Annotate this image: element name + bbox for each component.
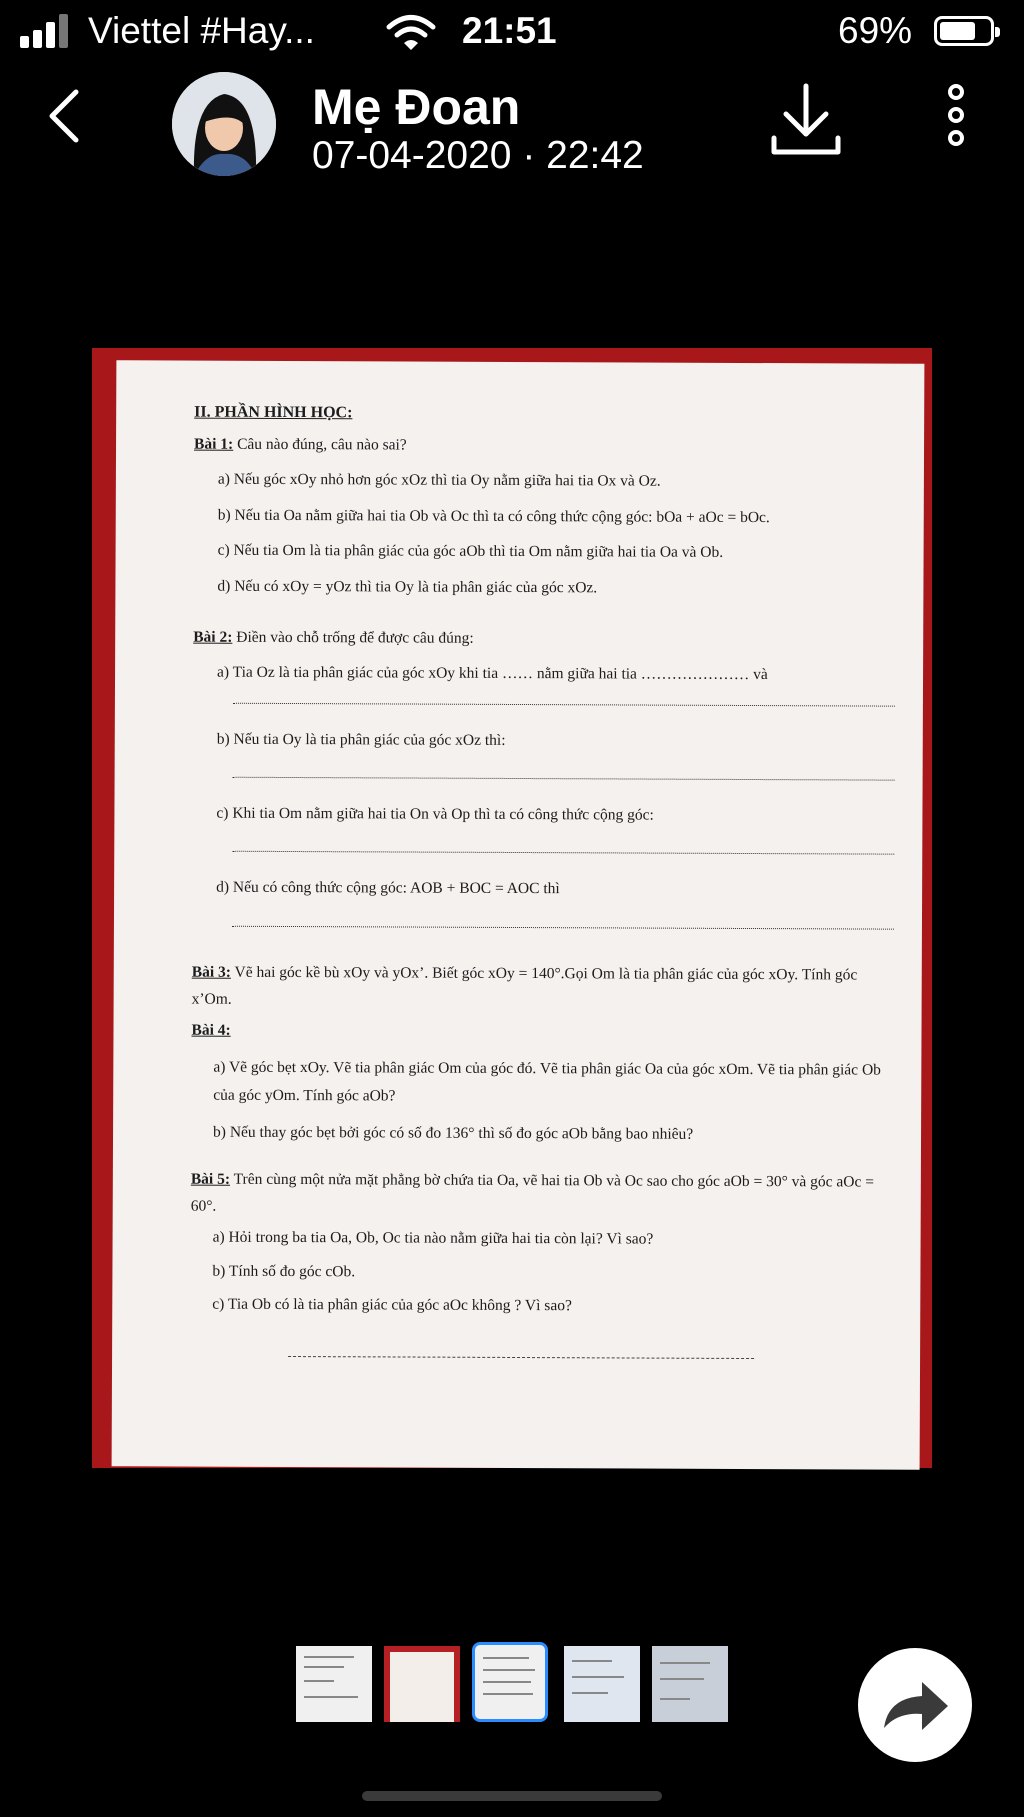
bai1-item-d: d) Nếu có xOy = yOz thì tia Oy là tia phân giác của góc xOz. (217, 577, 598, 596)
bai4-item-a: a) Vẽ góc bẹt xOy. Vẽ tia phân giác Om của góc đó. Vẽ tia phân giác Oa của góc xOm. Vẽ tia phân giác Ob của góc yOm. Tính góc aOb? (213, 1059, 881, 1104)
bai1-item-c: c) Nếu tia Om là tia phân giác của góc aOb thì tia Om nằm giữa hai tia Oa và Ob. (217, 541, 724, 562)
bai2-item-b: b) Nếu tia Oy là tia phân giác của góc xOz thì: (216, 730, 506, 749)
download-icon[interactable] (768, 82, 844, 158)
message-datetime: 07-04-2020 · 22:42 (312, 134, 644, 177)
sender-name: Mẹ Đoan (312, 79, 521, 135)
document-photo[interactable] (92, 348, 932, 1468)
wifi-icon (386, 14, 436, 52)
bai2-prompt: Điền vào chỗ trống để được câu đúng: (232, 628, 474, 647)
worksheet-content (190, 403, 896, 1360)
bai4-title: Bài 4: (191, 1021, 231, 1039)
share-arrow-icon (858, 1648, 972, 1762)
avatar-photo (172, 72, 276, 176)
battery-percentage: 69% (838, 10, 913, 51)
bai5-item-c: c) Tia Ob có là tia phân giác của góc aOc không ? Vì sao? (212, 1295, 572, 1315)
bai4-item-b: b) Nếu thay góc bẹt bởi góc có số đo 136° thì số đo góc aOb bằng bao nhiêu? (213, 1123, 694, 1143)
bai2-item-d: d) Nếu có công thức cộng góc: AOB + BOC = AOC thì (216, 879, 560, 898)
bai3-text: Vẽ hai góc kề bù xOy và yOx’. Biết góc xOy = 140°.Gọi Om là tia phân giác của góc xOy. Tính góc x’Om. (191, 963, 858, 1008)
blank-line (232, 916, 894, 930)
back-button[interactable] (40, 86, 90, 146)
bai2-title: Bài 2: (193, 628, 233, 646)
bai1-item-b: b) Nếu tia Oa nằm giữa hai tia Ob và Oc thì ta có công thức cộng góc: bOa + aOc = bOc. (217, 506, 770, 526)
thumbnail-5[interactable] (652, 1646, 728, 1722)
thumbnail-1[interactable] (296, 1646, 372, 1722)
more-options-icon[interactable] (944, 84, 968, 146)
bai5-item-b: b) Tính số đo góc cOb. (212, 1262, 356, 1280)
bai5-item-a: a) Hỏi trong ba tia Oa, Ob, Oc tia nào nằm giữa hai tia còn lại? Vì sao? (212, 1228, 654, 1248)
blank-line (233, 767, 895, 781)
cellular-signal-icon (20, 14, 74, 48)
end-divider (288, 1356, 754, 1359)
bai5-paragraph (191, 1166, 893, 1223)
thumbnail-2[interactable] (384, 1646, 460, 1722)
status-bar (0, 0, 1024, 66)
battery-level-fill (940, 22, 975, 40)
bai2-header (193, 627, 895, 649)
bai1-item-a: a) Nếu góc xOy nhỏ hơn góc xOz thì tia Oy nằm giữa hai tia Ox và Oz. (217, 471, 661, 490)
bai5-text: Trên cùng một nửa mặt phẳng bờ chứa tia Oa, vẽ hai tia Ob và Oc sao cho góc aOb = 30° và góc aOc = 60°. (190, 1170, 875, 1215)
bai3-title: Bài 3: (191, 963, 231, 981)
status-time: 21:51 (462, 10, 557, 51)
share-button[interactable] (858, 1648, 972, 1762)
bai3-paragraph (192, 958, 894, 1015)
bai1-header (194, 435, 896, 457)
bai2-item-c: c) Khi tia Om nằm giữa hai tia On và Op thì ta có công thức cộng góc: (216, 804, 654, 824)
home-indicator (362, 1791, 662, 1801)
carrier-name: Viettel #Hay... (88, 10, 315, 51)
avatar[interactable] (172, 72, 276, 176)
section-heading: II. PHẦN HÌNH HỌC: (194, 403, 353, 422)
bai5-title: Bài 5: (190, 1170, 231, 1188)
blank-line (233, 692, 895, 706)
bai1-prompt: Câu nào đúng, câu nào sai? (233, 435, 407, 454)
thumbnail-3-selected[interactable] (472, 1642, 548, 1722)
thumbnail-4[interactable] (564, 1646, 640, 1722)
bai1-title: Bài 1: (194, 435, 234, 453)
worksheet-paper (112, 360, 925, 1470)
battery-icon (934, 16, 994, 46)
bai2-item-a: a) Tia Oz là tia phân giác của góc xOy khi tia …… nằm giữa hai tia ………………… và (217, 663, 768, 684)
blank-line (232, 841, 894, 855)
